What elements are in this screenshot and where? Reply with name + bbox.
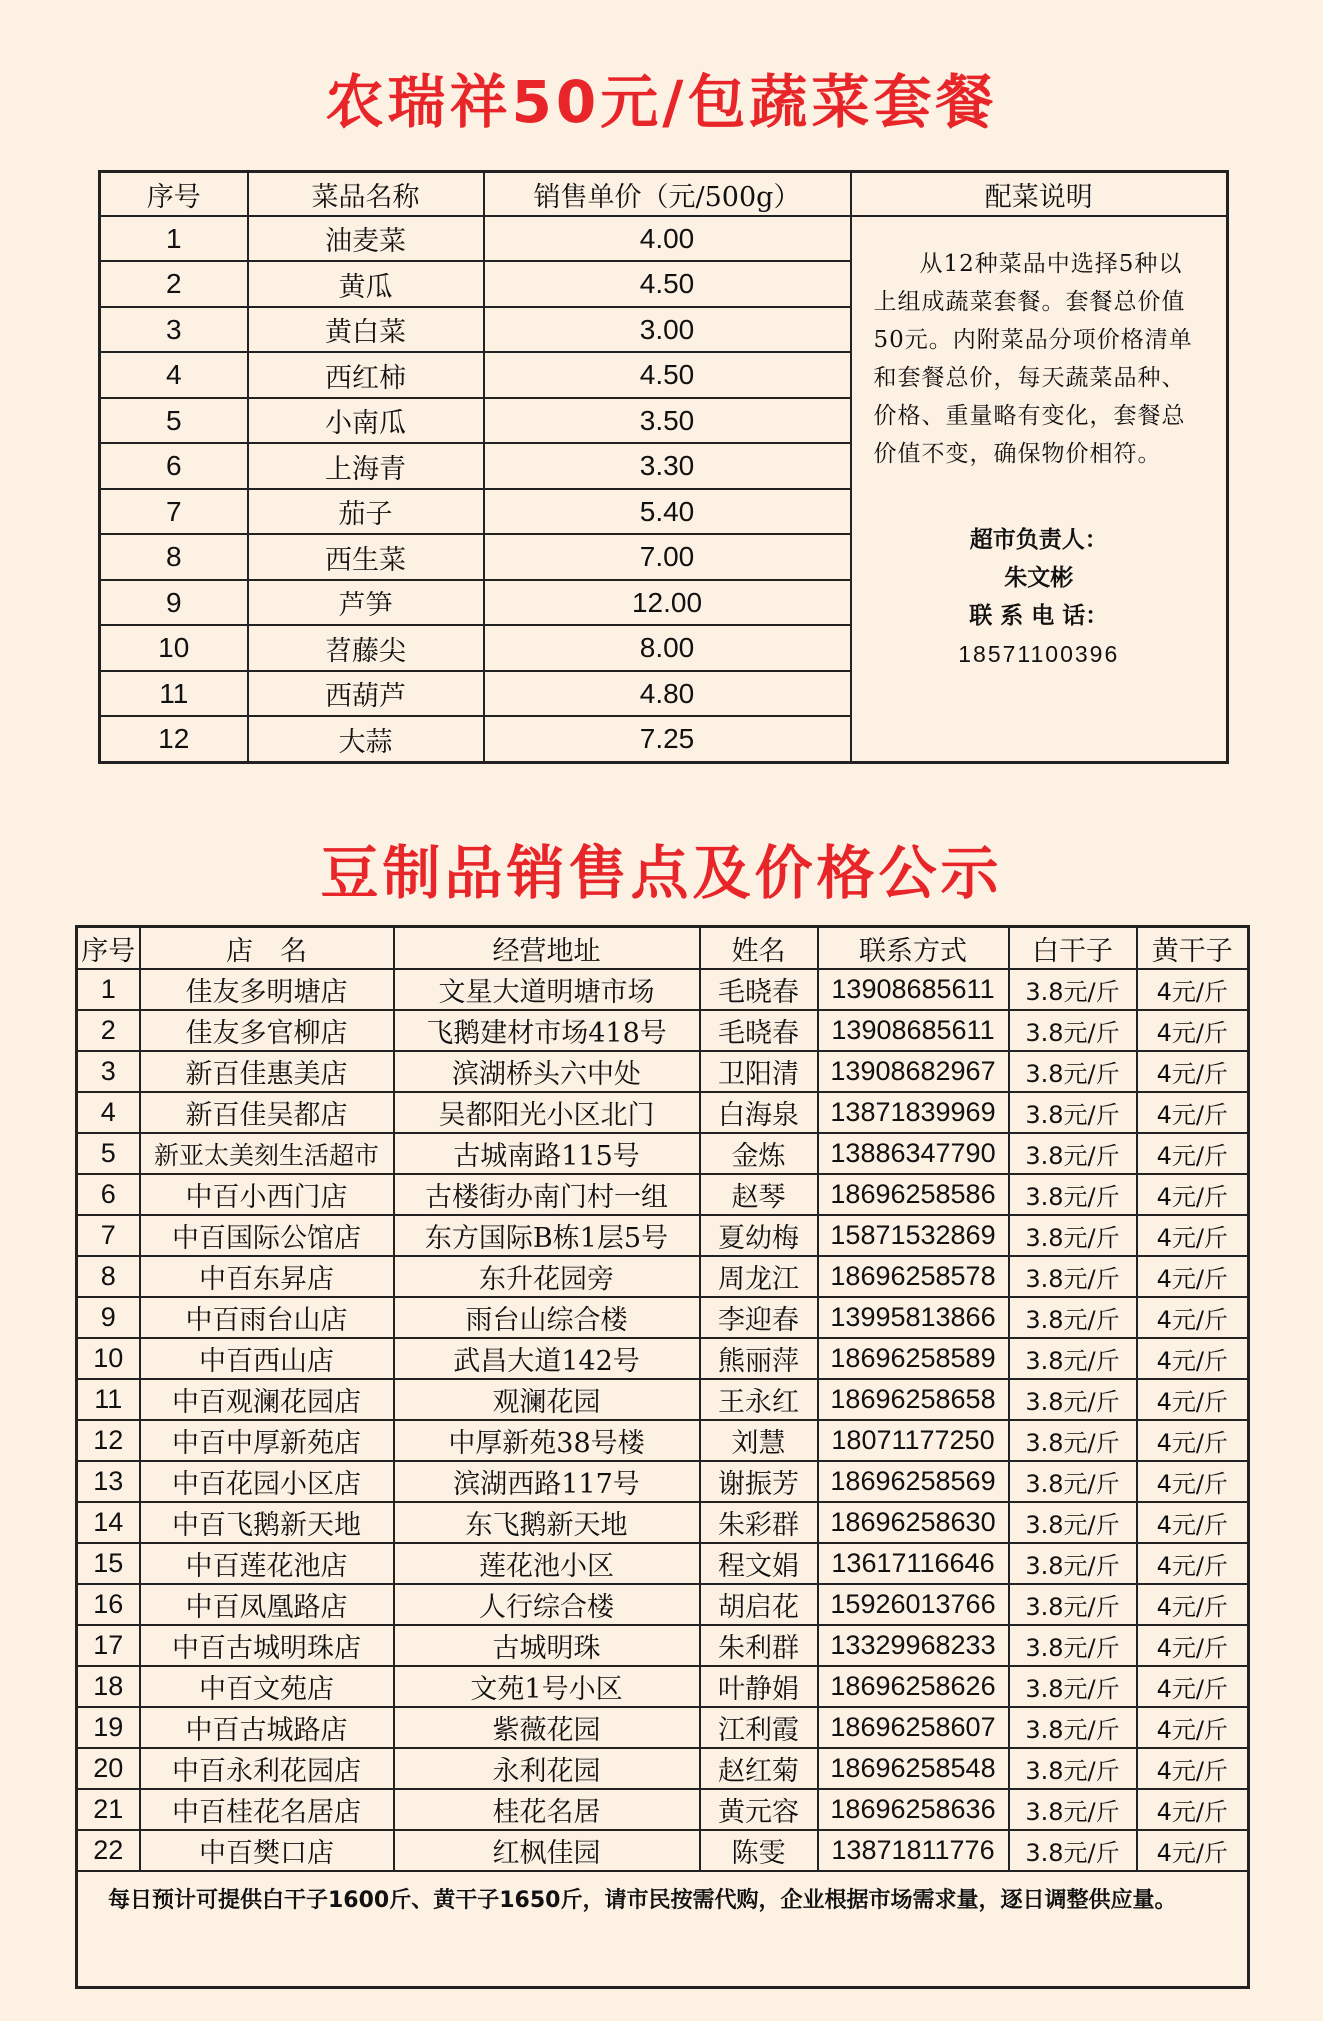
row-number: 19 — [77, 1707, 140, 1748]
white-tofu-price: 3.8元/斤 — [1009, 1625, 1137, 1666]
shop-address: 东方国际B栋1层5号 — [394, 1215, 700, 1256]
shop-address: 东升花园旁 — [394, 1256, 700, 1297]
row-number: 7 — [77, 1215, 140, 1256]
contact-phone: 18696258569 — [818, 1461, 1009, 1502]
row-number: 2 — [100, 261, 248, 306]
white-tofu-price: 3.8元/斤 — [1009, 1379, 1137, 1420]
contact-person: 陈雯 — [700, 1830, 818, 1871]
row-number: 3 — [100, 307, 248, 352]
yellow-tofu-price: 4元/斤 — [1137, 1830, 1249, 1871]
contact-phone: 18696258607 — [818, 1707, 1009, 1748]
table-row — [77, 1215, 1249, 1256]
shop-name: 中百中厚新苑店 — [140, 1420, 394, 1461]
table-row — [77, 1502, 1249, 1543]
notes-cell — [851, 216, 1228, 763]
shop-name: 新百佳吴都店 — [140, 1092, 394, 1133]
dish-name: 西生菜 — [248, 534, 484, 579]
tofu-sales-title: 豆制品销售点及价格公示 — [320, 839, 1003, 907]
unit-price: 3.50 — [484, 398, 851, 443]
contact-phone: 18696258589 — [818, 1338, 1009, 1379]
contact-phone: 15871532869 — [818, 1215, 1009, 1256]
row-number: 5 — [77, 1133, 140, 1174]
table-row — [77, 1748, 1249, 1789]
shop-address: 桂花名居 — [394, 1789, 700, 1830]
contact-phone: 13871839969 — [818, 1092, 1009, 1133]
white-tofu-price: 3.8元/斤 — [1009, 1748, 1137, 1789]
shop-name: 中百桂花名居店 — [140, 1789, 394, 1830]
yellow-tofu-price: 4元/斤 — [1137, 1666, 1249, 1707]
table-row — [77, 1379, 1249, 1420]
tofu-sales-table — [75, 925, 1250, 1989]
unit-price: 3.30 — [484, 443, 851, 488]
white-tofu-price: 3.8元/斤 — [1009, 1215, 1137, 1256]
table-row — [77, 1297, 1249, 1338]
row-number: 5 — [100, 398, 248, 443]
dish-name: 大蒜 — [248, 716, 484, 762]
shop-name: 中百东昇店 — [140, 1256, 394, 1297]
row-number: 4 — [77, 1092, 140, 1133]
contact-phone: 13886347790 — [818, 1133, 1009, 1174]
contact-phone: 18696258586 — [818, 1174, 1009, 1215]
table-row — [77, 1010, 1249, 1051]
contact-phone: 13329968233 — [818, 1625, 1009, 1666]
yellow-tofu-price: 4元/斤 — [1137, 1502, 1249, 1543]
unit-price: 7.00 — [484, 534, 851, 579]
contact-person: 李迎春 — [700, 1297, 818, 1338]
white-tofu-price: 3.8元/斤 — [1009, 1584, 1137, 1625]
row-number: 9 — [77, 1297, 140, 1338]
contact-phone: 13617116646 — [818, 1543, 1009, 1584]
shop-name: 中百西山店 — [140, 1338, 394, 1379]
package-description: 从12种菜品中选择5种以上组成蔬菜套餐。套餐总价值50元。内附菜品分项价格清单和套餐总价，每天蔬菜品种、价格、重量略有变化，套餐总价值不变，确保物价相符。 — [873, 251, 1193, 467]
yellow-tofu-price: 4元/斤 — [1137, 1174, 1249, 1215]
contact-phone: 18696258658 — [818, 1379, 1009, 1420]
shop-address: 武昌大道142号 — [394, 1338, 700, 1379]
yellow-tofu-price: 4元/斤 — [1137, 1379, 1249, 1420]
contact-person: 刘慧 — [700, 1420, 818, 1461]
row-number: 1 — [77, 969, 140, 1010]
dish-name: 黄白菜 — [248, 307, 484, 352]
white-tofu-price: 3.8元/斤 — [1009, 969, 1137, 1010]
contact-phone: 13908685611 — [818, 1010, 1009, 1051]
dish-name: 苕藤尖 — [248, 625, 484, 670]
row-number: 10 — [77, 1338, 140, 1379]
unit-price: 3.00 — [484, 307, 851, 352]
white-tofu-price: 3.8元/斤 — [1009, 1666, 1137, 1707]
yellow-tofu-price: 4元/斤 — [1137, 1584, 1249, 1625]
contact-person: 毛晓春 — [700, 969, 818, 1010]
yellow-tofu-price: 4元/斤 — [1137, 1092, 1249, 1133]
row-number: 16 — [77, 1584, 140, 1625]
vegetable-package-title: 农瑞祥50元/包蔬菜套餐 — [325, 68, 998, 136]
footer-row — [77, 1871, 1249, 1988]
dish-name: 油麦菜 — [248, 216, 484, 261]
dish-name: 黄瓜 — [248, 261, 484, 306]
header-no: 序号 — [77, 927, 140, 970]
shop-address: 古城南路115号 — [394, 1133, 700, 1174]
shop-name: 中百小西门店 — [140, 1174, 394, 1215]
header-notes: 配菜说明 — [851, 172, 1228, 217]
yellow-tofu-price: 4元/斤 — [1137, 1215, 1249, 1256]
shop-address: 莲花池小区 — [394, 1543, 700, 1584]
contact-phone: 13995813866 — [818, 1297, 1009, 1338]
row-number: 17 — [77, 1625, 140, 1666]
unit-price: 4.00 — [484, 216, 851, 261]
tofu-table-body — [77, 969, 1249, 1871]
shop-name: 中百雨台山店 — [140, 1297, 394, 1338]
table-row — [77, 1830, 1249, 1871]
manager-contact — [874, 521, 1205, 673]
row-number: 6 — [100, 443, 248, 488]
shop-address: 古城明珠 — [394, 1625, 700, 1666]
unit-price: 8.00 — [484, 625, 851, 670]
row-number: 3 — [77, 1051, 140, 1092]
dish-name: 小南瓜 — [248, 398, 484, 443]
header-dish-name: 菜品名称 — [248, 172, 484, 217]
table-row — [77, 1174, 1249, 1215]
table-row — [77, 969, 1249, 1010]
row-number: 6 — [77, 1174, 140, 1215]
table-row — [77, 1789, 1249, 1830]
shop-name: 佳友多官柳店 — [140, 1010, 394, 1051]
yellow-tofu-price: 4元/斤 — [1137, 1256, 1249, 1297]
yellow-tofu-price: 4元/斤 — [1137, 1051, 1249, 1092]
row-number: 12 — [77, 1420, 140, 1461]
yellow-tofu-price: 4元/斤 — [1137, 1748, 1249, 1789]
shop-name: 新亚太美刻生活超市 — [140, 1133, 394, 1174]
row-number: 14 — [77, 1502, 140, 1543]
contact-person: 赵红菊 — [700, 1748, 818, 1789]
shop-address: 雨台山综合楼 — [394, 1297, 700, 1338]
row-number: 9 — [100, 580, 248, 625]
yellow-tofu-price: 4元/斤 — [1137, 1010, 1249, 1051]
row-number: 15 — [77, 1543, 140, 1584]
row-number: 12 — [100, 716, 248, 762]
white-tofu-price: 3.8元/斤 — [1009, 1297, 1137, 1338]
contact-person: 江利霞 — [700, 1707, 818, 1748]
contact-person: 夏幼梅 — [700, 1215, 818, 1256]
table-row — [77, 1543, 1249, 1584]
contact-person: 朱彩群 — [700, 1502, 818, 1543]
table-row — [77, 1461, 1249, 1502]
yellow-tofu-price: 4元/斤 — [1137, 1461, 1249, 1502]
table-row — [77, 1256, 1249, 1297]
shop-address: 滨湖西路117号 — [394, 1461, 700, 1502]
yellow-tofu-price: 4元/斤 — [1137, 1297, 1249, 1338]
unit-price: 12.00 — [484, 580, 851, 625]
contact-phone: 18696258630 — [818, 1502, 1009, 1543]
contact-person: 卫阳清 — [700, 1051, 818, 1092]
row-number: 21 — [77, 1789, 140, 1830]
white-tofu-price: 3.8元/斤 — [1009, 1133, 1137, 1174]
shop-address: 东飞鹅新天地 — [394, 1502, 700, 1543]
unit-price: 4.50 — [484, 261, 851, 306]
dish-name: 芦笋 — [248, 580, 484, 625]
header-contact: 联系方式 — [818, 927, 1009, 970]
contact-person: 叶静娟 — [700, 1666, 818, 1707]
shop-address: 吴都阳光小区北门 — [394, 1092, 700, 1133]
row-number: 20 — [77, 1748, 140, 1789]
table-row — [77, 1051, 1249, 1092]
header-white-tofu: 白干子 — [1009, 927, 1137, 970]
contact-person: 赵琴 — [700, 1174, 818, 1215]
row-number: 11 — [100, 671, 248, 716]
shop-name: 中百古城路店 — [140, 1707, 394, 1748]
row-number: 10 — [100, 625, 248, 670]
contact-phone: 18696258548 — [818, 1748, 1009, 1789]
table-header-row — [77, 927, 1249, 970]
yellow-tofu-price: 4元/斤 — [1137, 1133, 1249, 1174]
shop-address: 观澜花园 — [394, 1379, 700, 1420]
row-number: 11 — [77, 1379, 140, 1420]
yellow-tofu-price: 4元/斤 — [1137, 1420, 1249, 1461]
row-number: 13 — [77, 1461, 140, 1502]
row-number: 8 — [100, 534, 248, 579]
unit-price: 4.50 — [484, 352, 851, 397]
yellow-tofu-price: 4元/斤 — [1137, 1625, 1249, 1666]
shop-name: 中百古城明珠店 — [140, 1625, 394, 1666]
shop-address: 紫薇花园 — [394, 1707, 700, 1748]
vegetable-table-body — [100, 216, 1228, 763]
supply-note: 每日预计可提供白干子1600斤、黄干子1650斤，请市民按需代购，企业根据市场需求量，逐日调整供应量。 — [77, 1871, 1249, 1988]
contact-phone: 13871811776 — [818, 1830, 1009, 1871]
manager-phone: 18571100396 — [958, 641, 1120, 667]
table-row — [100, 216, 1228, 261]
phone-label: 联 系 电 话： — [969, 603, 1109, 629]
contact-person: 熊丽萍 — [700, 1338, 818, 1379]
shop-address: 中厚新苑38号楼 — [394, 1420, 700, 1461]
table-row — [77, 1133, 1249, 1174]
header-address: 经营地址 — [394, 927, 700, 970]
yellow-tofu-price: 4元/斤 — [1137, 1707, 1249, 1748]
white-tofu-price: 3.8元/斤 — [1009, 1707, 1137, 1748]
shop-name: 中百永利花园店 — [140, 1748, 394, 1789]
header-yellow-tofu: 黄干子 — [1137, 927, 1249, 970]
contact-person: 王永红 — [700, 1379, 818, 1420]
white-tofu-price: 3.8元/斤 — [1009, 1543, 1137, 1584]
contact-phone: 18696258626 — [818, 1666, 1009, 1707]
shop-name: 中百莲花池店 — [140, 1543, 394, 1584]
dish-name: 上海青 — [248, 443, 484, 488]
row-number: 18 — [77, 1666, 140, 1707]
white-tofu-price: 3.8元/斤 — [1009, 1010, 1137, 1051]
contact-phone: 18696258578 — [818, 1256, 1009, 1297]
header-shop-name: 店 名 — [140, 927, 394, 970]
contact-person: 黄元容 — [700, 1789, 818, 1830]
white-tofu-price: 3.8元/斤 — [1009, 1502, 1137, 1543]
table-row — [77, 1707, 1249, 1748]
contact-person: 朱利群 — [700, 1625, 818, 1666]
white-tofu-price: 3.8元/斤 — [1009, 1789, 1137, 1830]
contact-person: 胡启花 — [700, 1584, 818, 1625]
contact-person: 毛晓春 — [700, 1010, 818, 1051]
table-row — [77, 1625, 1249, 1666]
shop-name: 中百花园小区店 — [140, 1461, 394, 1502]
table-row — [77, 1666, 1249, 1707]
shop-name: 中百飞鹅新天地 — [140, 1502, 394, 1543]
white-tofu-price: 3.8元/斤 — [1009, 1830, 1137, 1871]
shop-name: 新百佳惠美店 — [140, 1051, 394, 1092]
contact-person: 白海泉 — [700, 1092, 818, 1133]
unit-price: 5.40 — [484, 489, 851, 534]
table-row — [77, 1092, 1249, 1133]
row-number: 4 — [100, 352, 248, 397]
shop-address: 文星大道明塘市场 — [394, 969, 700, 1010]
white-tofu-price: 3.8元/斤 — [1009, 1420, 1137, 1461]
yellow-tofu-price: 4元/斤 — [1137, 1789, 1249, 1830]
contact-phone: 13908685611 — [818, 969, 1009, 1010]
row-number: 22 — [77, 1830, 140, 1871]
white-tofu-price: 3.8元/斤 — [1009, 1256, 1137, 1297]
contact-person: 周龙江 — [700, 1256, 818, 1297]
header-no: 序号 — [100, 172, 248, 217]
white-tofu-price: 3.8元/斤 — [1009, 1092, 1137, 1133]
contact-phone: 18696258636 — [818, 1789, 1009, 1830]
dish-name: 茄子 — [248, 489, 484, 534]
contact-phone: 15926013766 — [818, 1584, 1009, 1625]
header-unit-price: 销售单价（元/500g） — [484, 172, 851, 217]
shop-address: 人行综合楼 — [394, 1584, 700, 1625]
shop-name: 中百观澜花园店 — [140, 1379, 394, 1420]
unit-price: 7.25 — [484, 716, 851, 762]
shop-address: 永利花园 — [394, 1748, 700, 1789]
row-number: 2 — [77, 1010, 140, 1051]
unit-price: 4.80 — [484, 671, 851, 716]
table-header-row — [100, 172, 1228, 217]
shop-address: 滨湖桥头六中处 — [394, 1051, 700, 1092]
dish-name: 西红柿 — [248, 352, 484, 397]
table-row — [77, 1338, 1249, 1379]
white-tofu-price: 3.8元/斤 — [1009, 1338, 1137, 1379]
table-row — [77, 1584, 1249, 1625]
shop-name: 中百国际公馆店 — [140, 1215, 394, 1256]
yellow-tofu-price: 4元/斤 — [1137, 1543, 1249, 1584]
shop-address: 飞鹅建材市场418号 — [394, 1010, 700, 1051]
contact-phone: 18071177250 — [818, 1420, 1009, 1461]
shop-address: 红枫佳园 — [394, 1830, 700, 1871]
vegetable-price-table — [98, 170, 1229, 764]
shop-name: 中百凤凰路店 — [140, 1584, 394, 1625]
yellow-tofu-price: 4元/斤 — [1137, 969, 1249, 1010]
contact-person: 金炼 — [700, 1133, 818, 1174]
shop-name: 中百文苑店 — [140, 1666, 394, 1707]
manager-name: 朱文彬 — [1004, 565, 1074, 591]
row-number: 1 — [100, 216, 248, 261]
white-tofu-price: 3.8元/斤 — [1009, 1174, 1137, 1215]
row-number: 8 — [77, 1256, 140, 1297]
dish-name: 西葫芦 — [248, 671, 484, 716]
white-tofu-price: 3.8元/斤 — [1009, 1461, 1137, 1502]
shop-address: 古楼街办南门村一组 — [394, 1174, 700, 1215]
contact-phone: 13908682967 — [818, 1051, 1009, 1092]
table-row — [77, 1420, 1249, 1461]
manager-label: 超市负责人： — [969, 527, 1108, 553]
shop-name: 佳友多明塘店 — [140, 969, 394, 1010]
shop-address: 文苑1号小区 — [394, 1666, 700, 1707]
shop-name: 中百樊口店 — [140, 1830, 394, 1871]
contact-person: 程文娟 — [700, 1543, 818, 1584]
contact-person: 谢振芳 — [700, 1461, 818, 1502]
white-tofu-price: 3.8元/斤 — [1009, 1051, 1137, 1092]
yellow-tofu-price: 4元/斤 — [1137, 1338, 1249, 1379]
header-person-name: 姓名 — [700, 927, 818, 970]
row-number: 7 — [100, 489, 248, 534]
